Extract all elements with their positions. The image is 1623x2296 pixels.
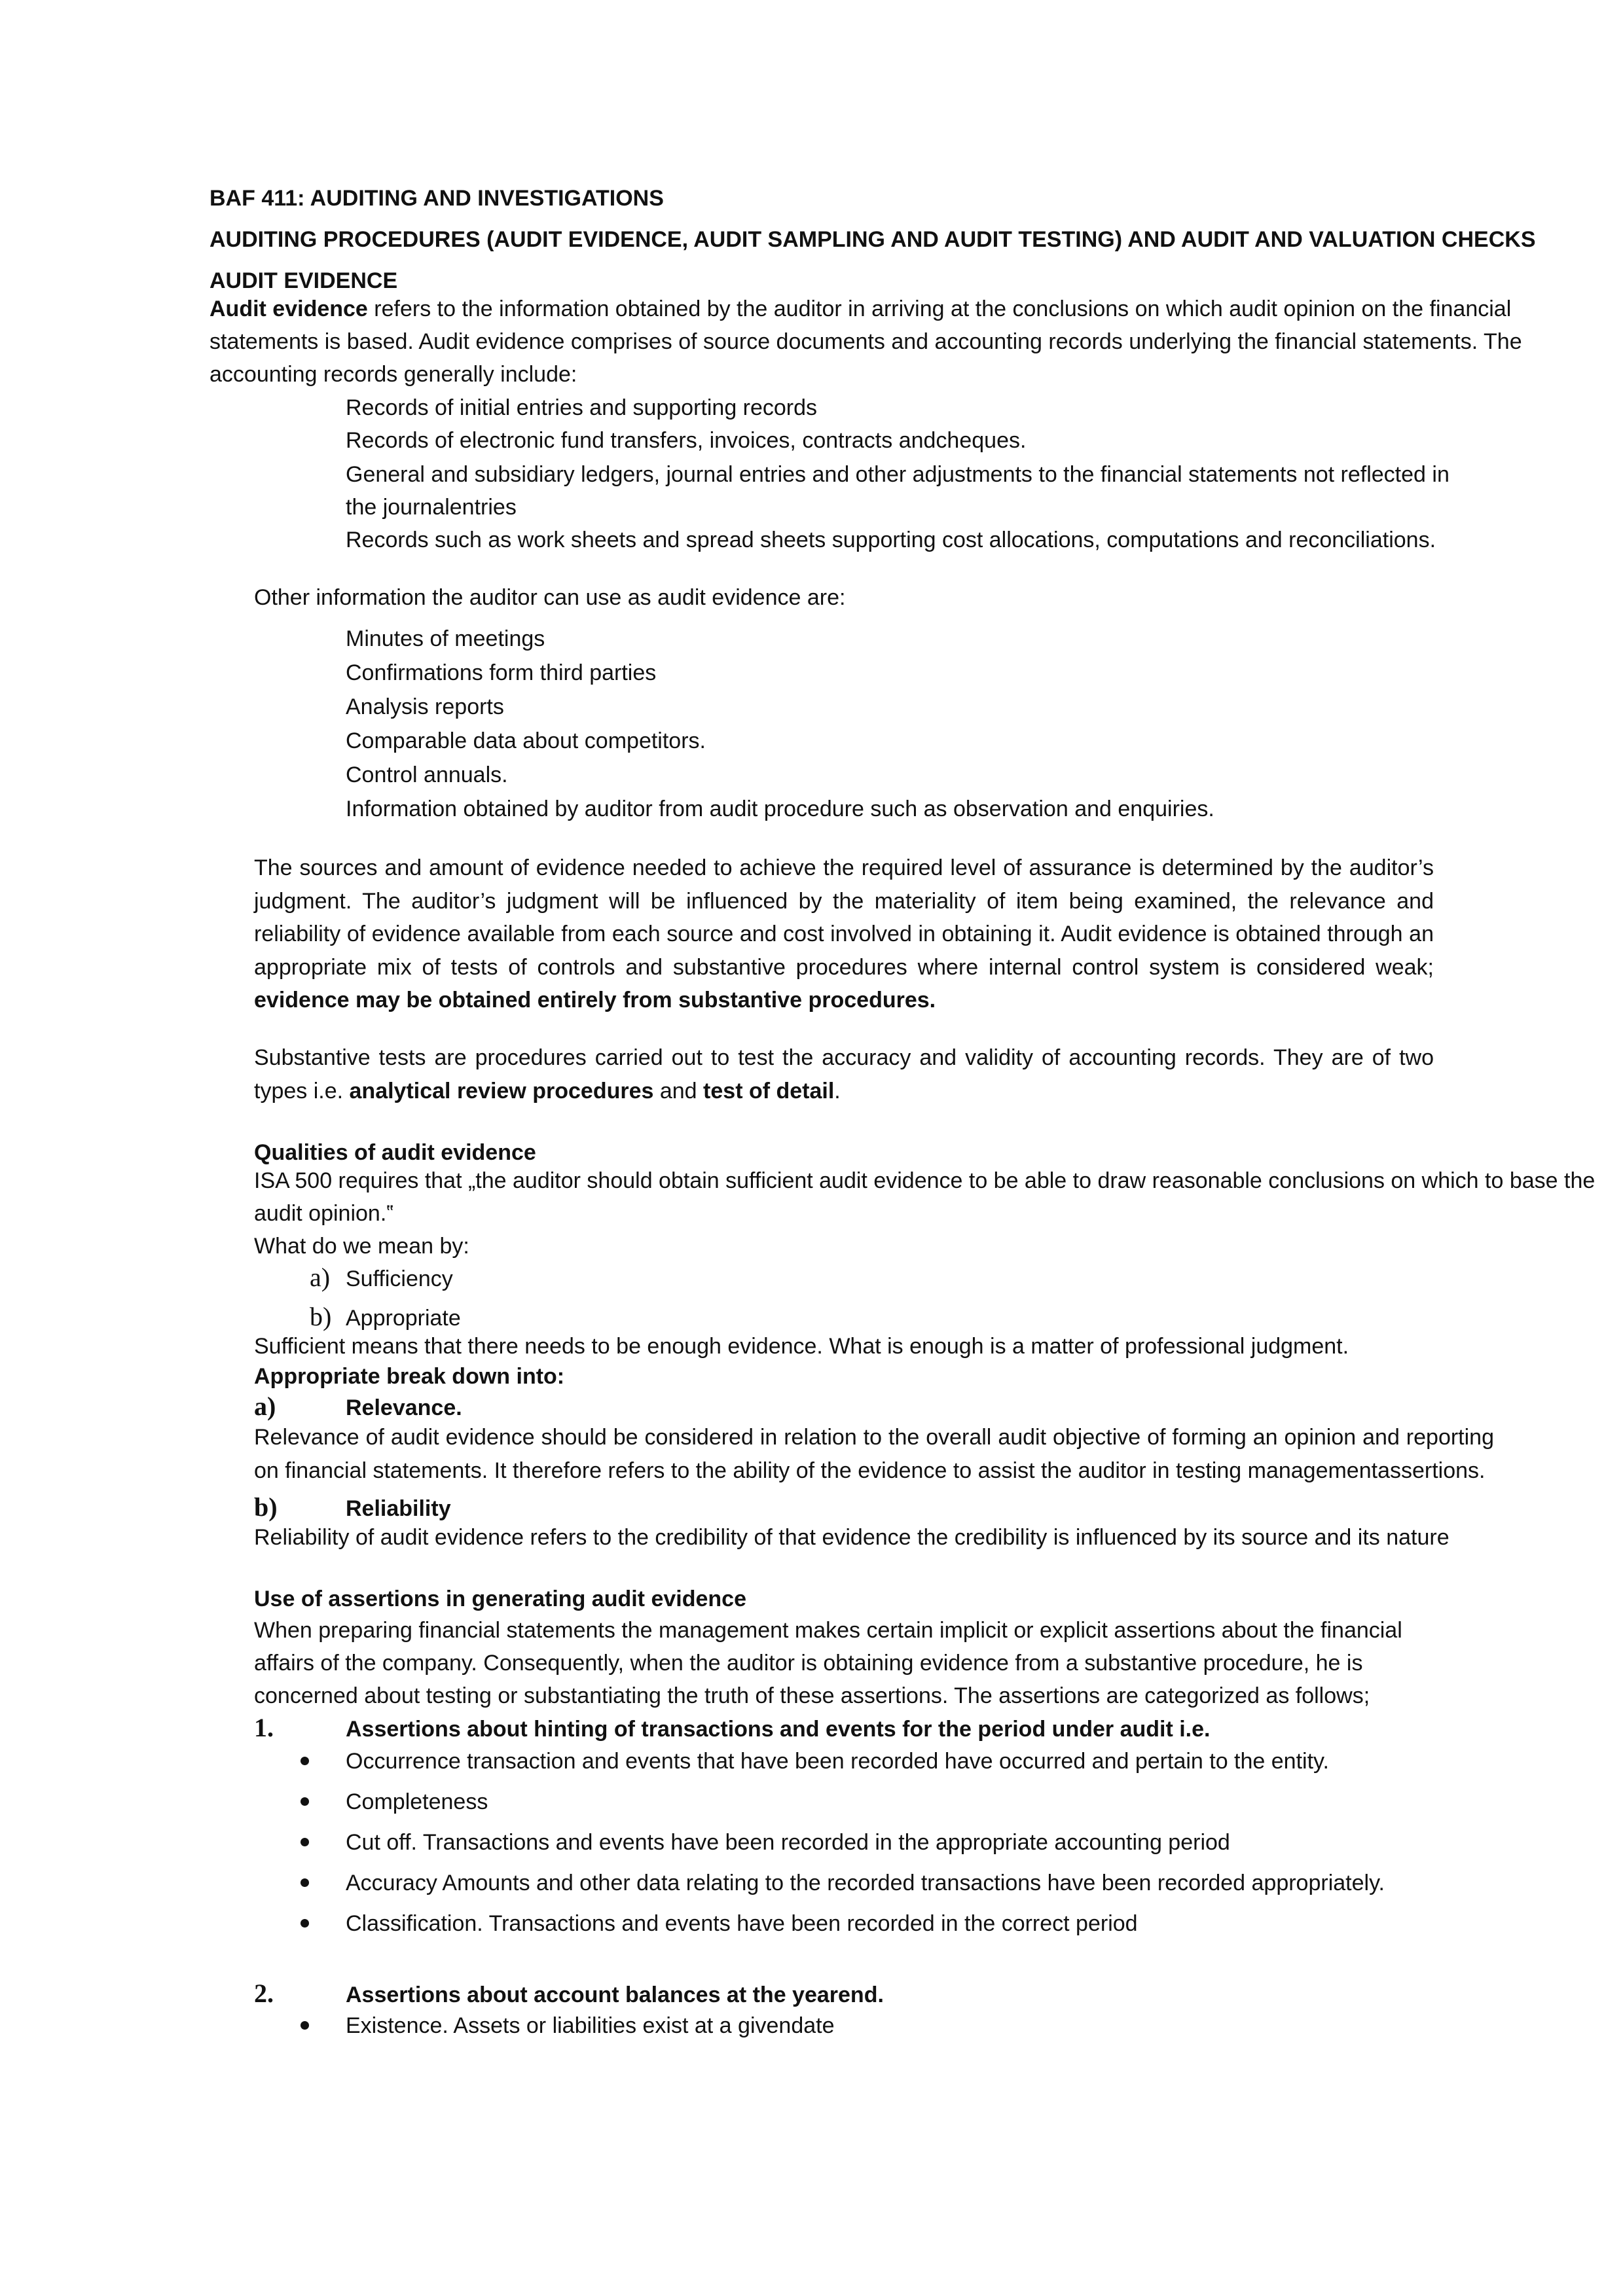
list-label: a) bbox=[310, 1263, 331, 1292]
group-1-item-4: Accuracy Amounts and other data relating to the recorded transactions have been recorded appropriately. bbox=[346, 1871, 1385, 1895]
sources-paragraph bbox=[254, 852, 1434, 1017]
reliability-label: b) bbox=[254, 1492, 278, 1522]
group-1-item-3: Cut off. Transactions and events have been recorded in the appropriate accounting period bbox=[346, 1830, 1230, 1855]
bullet-dot-icon bbox=[301, 1878, 309, 1887]
course-title: BAF 411: AUDITING AND INVESTIGATIONS bbox=[210, 186, 664, 211]
other-info-item-1: Minutes of meetings bbox=[346, 626, 545, 651]
records-item-3-cont: the journalentries bbox=[346, 495, 517, 520]
records-item-3: General and subsidiary ledgers, journal entries and other adjustments to the financial statements not reflected in bbox=[346, 462, 1450, 487]
bullet-dot-icon bbox=[301, 1797, 309, 1806]
assertions-line-2: affairs of the company. Consequently, when the auditor is obtaining evidence from a substantive procedure, he is bbox=[254, 1651, 1363, 1676]
quality-sufficiency: Sufficiency bbox=[346, 1266, 453, 1291]
other-info-lead: Other information the auditor can use as audit evidence are: bbox=[254, 585, 846, 610]
quality-appropriate: Appropriate bbox=[346, 1306, 461, 1331]
section-title: AUDIT EVIDENCE bbox=[210, 268, 398, 293]
substantive-bold-1: analytical review procedures bbox=[349, 1078, 654, 1103]
relevance-title: Relevance. bbox=[346, 1395, 462, 1420]
reliability-title: Reliability bbox=[346, 1496, 451, 1521]
isa-line-1: ISA 500 requires that „the auditor should obtain sufficient audit evidence to be able to draw reasonable conclusions on which to base the bbox=[254, 1168, 1596, 1193]
reliability-text: Reliability of audit evidence refers to the credibility of that evidence the credibility is influenced by its source and its nature bbox=[254, 1525, 1450, 1550]
intro-term: Audit evidence bbox=[210, 296, 368, 321]
isa-line-2: audit opinion.‟ bbox=[254, 1201, 394, 1226]
other-info-item-5: Control annuals. bbox=[346, 762, 508, 787]
records-item-2: Records of electronic fund transfers, invoices, contracts andcheques. bbox=[346, 428, 1027, 453]
group-1-title: Assertions about hinting of transactions and events for the period under audit i.e. bbox=[346, 1717, 1211, 1742]
appropriate-heading: Appropriate break down into: bbox=[254, 1364, 565, 1389]
sources-bold: evidence may be obtained entirely from substantive procedures. bbox=[254, 988, 936, 1013]
substantive-bold-2: test of detail bbox=[703, 1078, 835, 1103]
group-2-label: 2. bbox=[254, 1979, 274, 2008]
bullet-dot-icon bbox=[301, 1838, 309, 1846]
intro-line-1 bbox=[210, 293, 1511, 325]
list-label: b) bbox=[310, 1302, 332, 1331]
question-line: What do we mean by: bbox=[254, 1234, 469, 1259]
bullet-dot-icon bbox=[301, 1757, 309, 1765]
other-info-item-6: Information obtained by auditor from audit procedure such as observation and enquiries. bbox=[346, 797, 1214, 821]
relevance-text: Relevance of audit evidence should be considered in relation to the overall audit objective of forming an opinion and reporting on financial statements. It therefore refers to the ability of the evidence to assist the auditor in testing managementassertions. bbox=[254, 1425, 1494, 1483]
bullet-dot-icon bbox=[301, 1919, 309, 1928]
group-1-item-5: Classification. Transactions and events have been recorded in the correct period bbox=[346, 1911, 1138, 1936]
intro-line-3: accounting records generally include: bbox=[210, 362, 577, 387]
substantive-text: Substantive tests are procedures carried out to test the accuracy and validity of accounting records. They are of two types i.e. bbox=[254, 1045, 1434, 1103]
bullet-dot-icon bbox=[301, 2021, 309, 2030]
intro-line-2: statements is based. Audit evidence comprises of source documents and accounting records underlying the financial statements. The bbox=[210, 329, 1522, 354]
topic-title: AUDITING PROCEDURES (AUDIT EVIDENCE, AUDIT SAMPLING AND AUDIT TESTING) AND AUDIT AND VALUATION CHECKS bbox=[210, 227, 1536, 252]
substantive-paragraph bbox=[254, 1041, 1434, 1107]
records-item-1: Records of initial entries and supporting records bbox=[346, 395, 818, 420]
substantive-mid: and bbox=[653, 1078, 704, 1103]
other-info-item-3: Analysis reports bbox=[346, 694, 504, 719]
other-info-item-2: Confirmations form third parties bbox=[346, 660, 657, 685]
group-2-item-1: Existence. Assets or liabilities exist at a givendate bbox=[346, 2013, 835, 2038]
assertions-heading: Use of assertions in generating audit evidence bbox=[254, 1587, 746, 1611]
group-1-label: 1. bbox=[254, 1713, 274, 1742]
intro-line-1-rest: refers to the information obtained by the auditor in arriving at the conclusions on which audit opinion on the financial bbox=[367, 296, 1512, 321]
group-2-title: Assertions about account balances at the yearend. bbox=[346, 1982, 884, 2007]
sufficient-text: Sufficient means that there needs to be enough evidence. What is enough is a matter of professional judgment. bbox=[254, 1334, 1349, 1359]
group-1-item-2: Completeness bbox=[346, 1789, 488, 1814]
records-item-4: Records such as work sheets and spread sheets supporting cost allocations, computations and reconciliations. bbox=[346, 528, 1436, 552]
group-1-item-1: Occurrence transaction and events that have been recorded have occurred and pertain to the entity. bbox=[346, 1749, 1329, 1774]
sources-text: The sources and amount of evidence needed to achieve the required level of assurance is determined by the auditor’s judgment. The auditor’s judgment will be influenced by the materiality of item being examined, the relevance and reliability of evidence available from each source and cost involved in obtaining it. Audit evidence is obtained through an appropriate mix of tests of controls and substantive procedures where internal control system is considered weak; bbox=[254, 855, 1434, 980]
relevance-label: a) bbox=[254, 1391, 276, 1421]
assertions-line-3: concerned about testing or substantiating the truth of these assertions. The assertions are categorized as follows; bbox=[254, 1683, 1370, 1708]
other-info-item-4: Comparable data about competitors. bbox=[346, 728, 706, 753]
substantive-end: . bbox=[834, 1078, 841, 1103]
qualities-heading: Qualities of audit evidence bbox=[254, 1140, 536, 1165]
assertions-line-1: When preparing financial statements the management makes certain implicit or explicit assertions about the financial bbox=[254, 1618, 1402, 1643]
